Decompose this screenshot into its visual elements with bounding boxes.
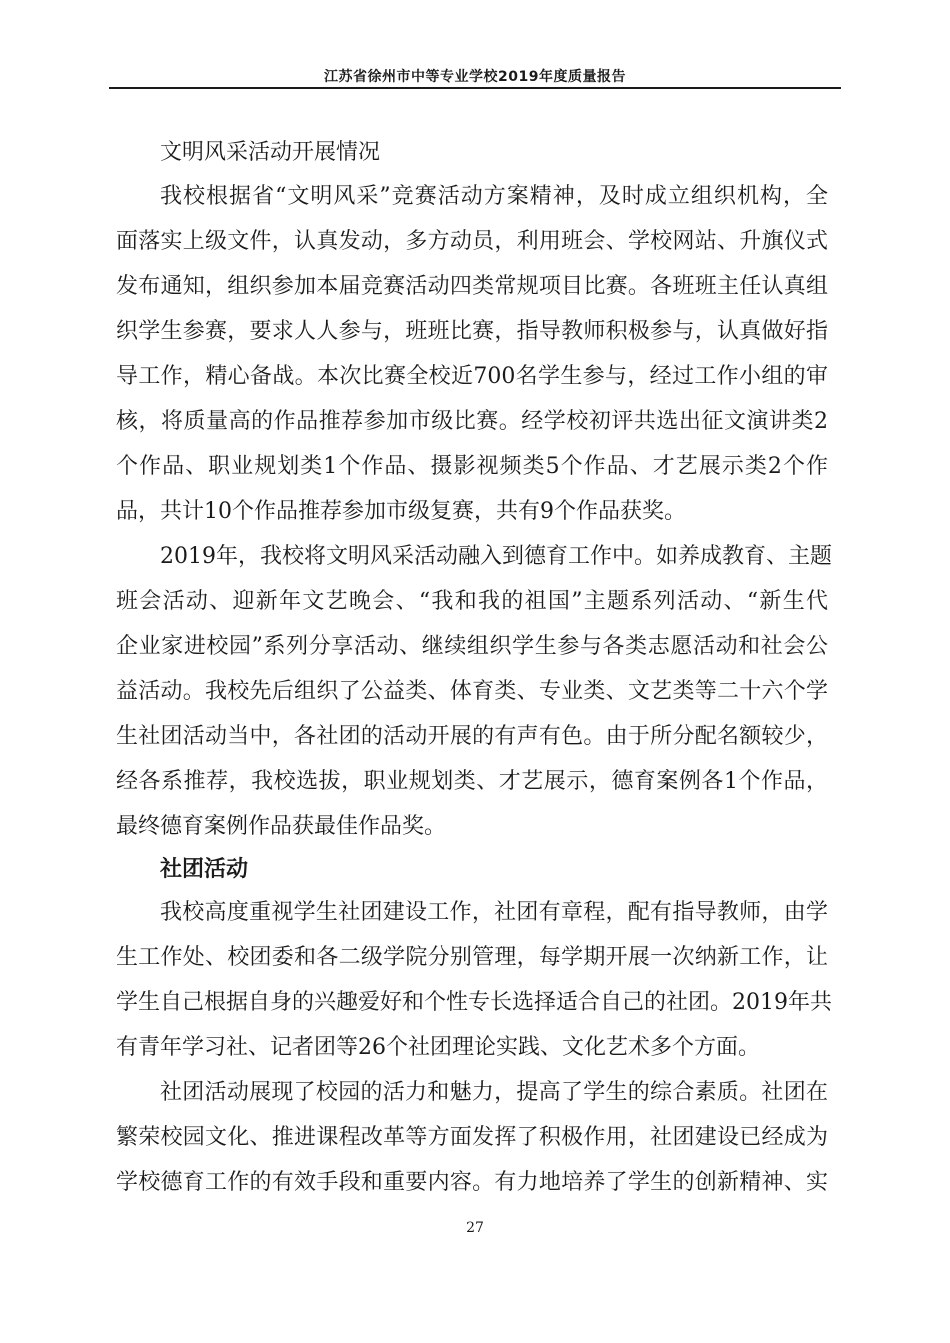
text-line: 生工作处、校团委和各二级学院分别管理，每学期开展一次纳新工作，让 [116,945,828,970]
text-line: 品，共计10个作品推荐参加市级复赛，共有9个作品获奖。 [116,499,686,524]
text-line: 企业家进校园”系列分享活动、继续组织学生参与各类志愿活动和社会公 [116,634,828,659]
text-line: 生社团活动当中，各社团的活动开展的有声有色。由于所分配名额较少， [116,724,828,749]
text-line: 繁荣校园文化、推进课程改革等方面发挥了积极作用，社团建设已经成为 [116,1125,828,1150]
text-line: 我校根据省“文明风采”竞赛活动方案精神，及时成立组织机构，全 [160,184,828,209]
page-number: 27 [466,1220,484,1236]
text-line: 面落实上级文件，认真发动，多方动员，利用班会、学校网站、升旗仪式 [116,229,828,254]
text-line: 益活动。我校先后组织了公益类、体育类、专业类、文艺类等二十六个学 [116,679,828,704]
text-line: 核，将质量高的作品推荐参加市级比赛。经学校初评共选出征文演讲类2 [116,409,828,434]
text-line: 有青年学习社、记者团等26个社团理论实践、文化艺术多个方面。 [116,1035,760,1060]
section-heading-shetuan: 社团活动 [160,857,249,882]
text-line: 班会活动、迎新年文艺晚会、“我和我的祖国”主题系列活动、“新生代 [116,589,828,614]
section-heading-wenming: 文明风采活动开展情况 [160,140,381,165]
text-line: 学校德育工作的有效手段和重要内容。有力地培养了学生的创新精神、实 [116,1170,828,1195]
page-header-title: 江苏省徐州市中等专业学校2019年度质量报告 [324,69,626,85]
text-line: 经各系推荐，我校选拔，职业规划类、才艺展示，德育案例各1个作品， [116,769,828,794]
text-line: 学生自己根据自身的兴趣爱好和个性专长选择适合自己的社团。2019年共 [116,990,832,1015]
text-line: 导工作，精心备战。本次比赛全校近700名学生参与，经过工作小组的审 [116,364,828,389]
text-line: 我校高度重视学生社团建设工作，社团有章程，配有指导教师，由学 [160,900,828,925]
text-line: 2019年，我校将文明风采活动融入到德育工作中。如养成教育、主题 [160,544,832,569]
text-line: 发布通知，组织参加本届竞赛活动四类常规项目比赛。各班班主任认真组 [116,274,828,299]
text-line: 社团活动展现了校园的活力和魅力，提高了学生的综合素质。社团在 [160,1080,828,1105]
text-line: 最终德育案例作品获最佳作品奖。 [116,814,447,839]
text-line: 织学生参赛，要求人人参与，班班比赛，指导教师积极参与，认真做好指 [116,319,828,344]
header-divider [109,87,841,89]
text-line: 个作品、职业规划类1个作品、摄影视频类5个作品、才艺展示类2个作 [116,454,828,479]
